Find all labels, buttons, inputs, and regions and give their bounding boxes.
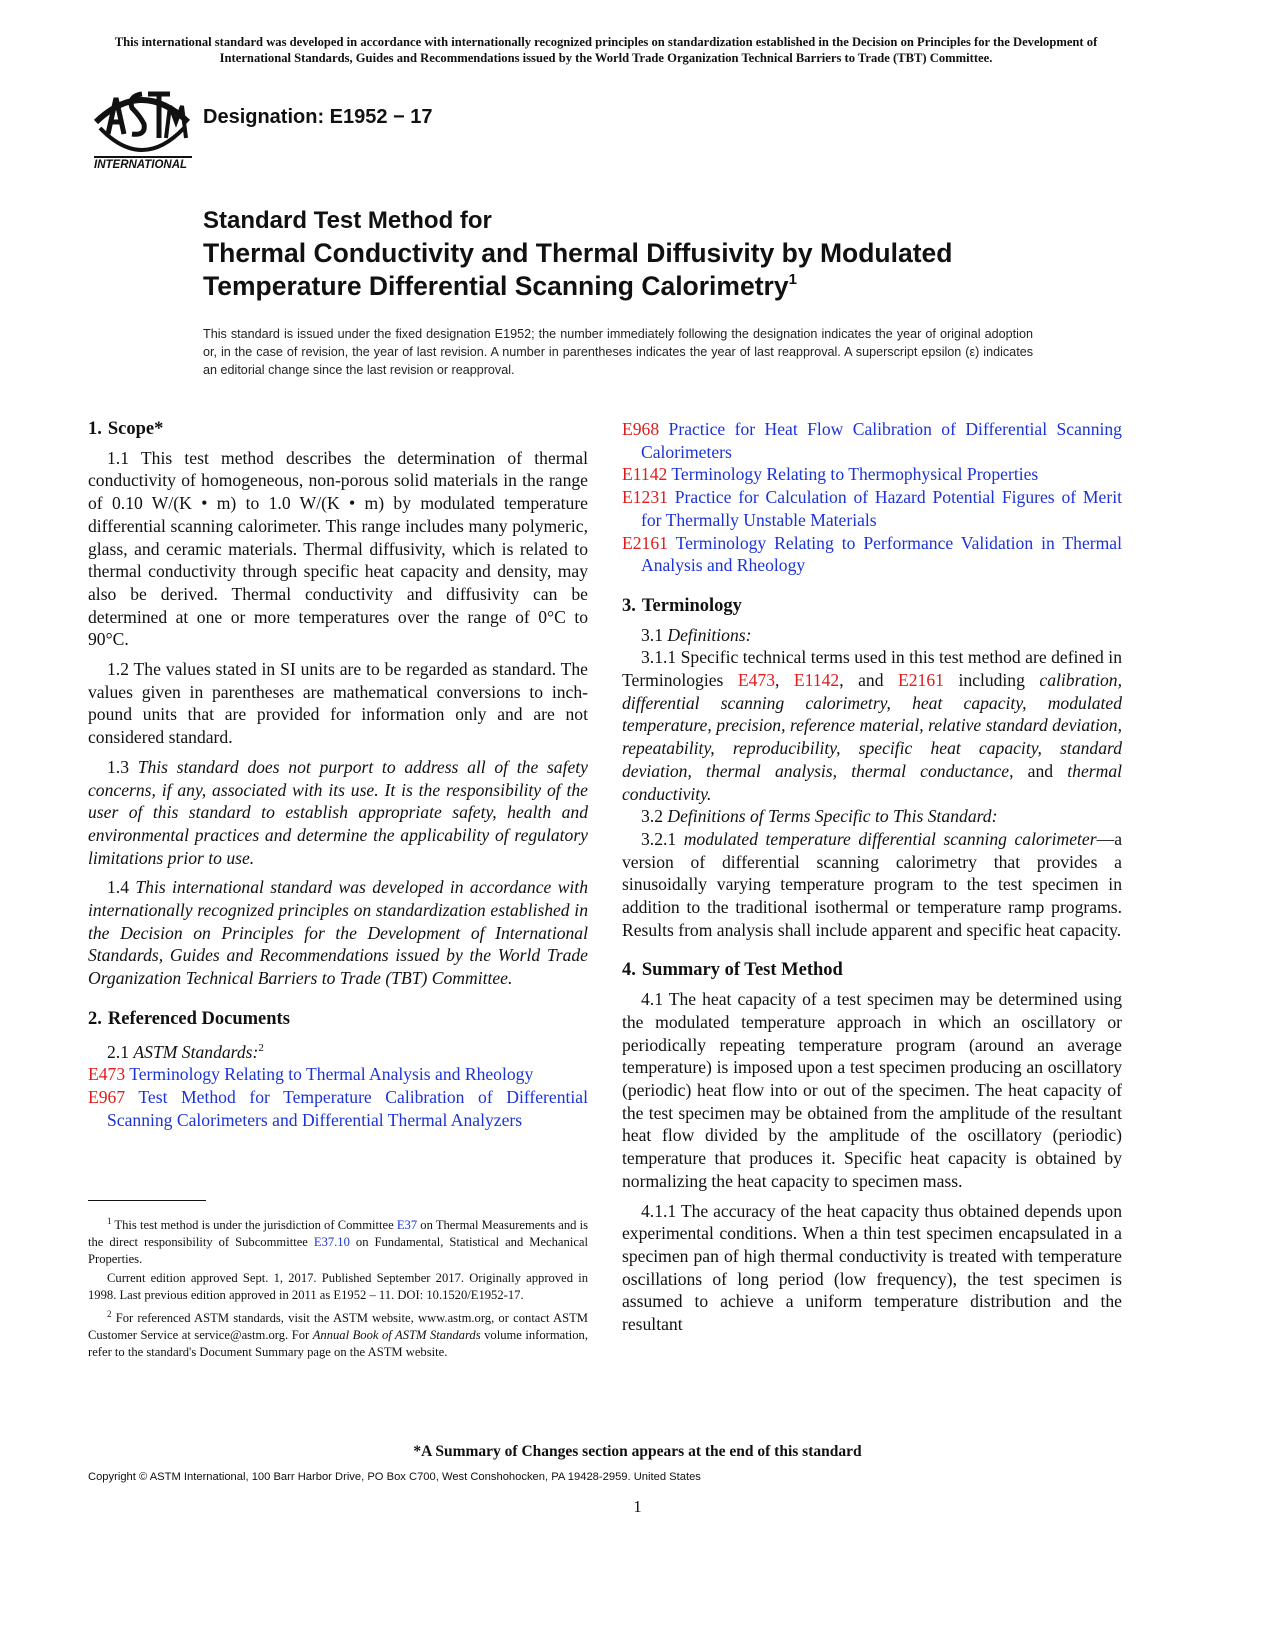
logo-text: INTERNATIONAL xyxy=(94,159,188,171)
footnote-edition: Current edition approved Sept. 1, 2017. Published September 2017. Originally approved in 1998. Last previous edition approved in 2011 as E1952 – 11. DOI: 10.1520/E1952-17. xyxy=(88,1271,588,1303)
paragraph-3-2: 3.2 Definitions of Terms Specific to This Standard: xyxy=(641,806,998,827)
title-line-1: Standard Test Method for xyxy=(203,207,492,234)
title-line-2: Thermal Conductivity and Thermal Diffusivity by Modulated xyxy=(203,238,953,268)
link-e2161[interactable]: E2161 xyxy=(898,670,944,691)
section-heading-referenced: 2. Referenced Documents xyxy=(88,1008,290,1029)
footnote-1: $^1$ This test method is under the jurisdiction of Committee E37 on Thermal Measurements and is the direct responsibility of Subcommittee E37.10 on Fundamental, Statistical and Mechanical Properties. xyxy=(88,1216,588,1267)
reference-e1142[interactable]: E1142 Terminology Relating to Thermophysical Properties xyxy=(622,464,1039,485)
paragraph-3-2-1: 3.2.1 modulated temperature differential scanning calorimeter—a version of differential scanning calorimetry that provides a sinusoidally varying temperature program to the test specimen in addition to the traditional isothermal or temperature ramp programs. Results from analysis shall include apparent and specific heat capacity. xyxy=(622,828,1122,940)
paragraph-4-1: 4.1 The heat capacity of a test specimen may be determined using the modulated temperature approach in which an oscillatory or periodically repeating temperature program (around an average temperature) is imposed upon a test specimen producing an oscillatory (periodic) heat flow into or out of the specimen. The heat capacity of the test specimen may be obtained from the amplitude of the resultant heat flow divided by the amplitude of the oscillatory (periodic) temperature that produces it. Specific heat capacity is obtained by normalizing the heat capacity to specimen mass. xyxy=(622,989,1122,1191)
astm-logo xyxy=(90,82,194,172)
title-line-3: Temperature Differential Scanning Calorimetry$^1$ xyxy=(203,271,797,301)
footnote-rule xyxy=(88,1200,206,1201)
reference-e968[interactable]: E968 Practice for Heat Flow Calibration of Differential Scanning Calorimeters xyxy=(622,419,1122,462)
link-e37-10[interactable]: E37.10 xyxy=(313,1235,350,1250)
paragraph-1-2: 1.2 The values stated in SI units are to be regarded as standard. The values given in parentheses are mathematical conversions to inch-pound units that are provided for information only and are not considered standard. xyxy=(88,659,588,748)
page-number: 1 xyxy=(633,1497,642,1516)
link-e37[interactable]: E37 xyxy=(396,1218,418,1233)
paragraph-3-1: 3.1 Definitions: xyxy=(641,624,752,645)
standards-notice: This international standard was developed in accordance with internationally recognized principles on standardization established in the Decision on Principles for the Development of International Standards, Guides and Recommendations issued by the World Trade Organization Technical Barriers to Trade (TBT) Committee. xyxy=(114,35,1098,65)
paragraph-2-1: 2.1 ASTM Standards:$^2$ xyxy=(107,1041,264,1062)
reference-e473[interactable]: E473 Terminology Relating to Thermal Analysis and Rheology xyxy=(88,1064,534,1085)
paragraph-4-1-1: 4.1.1 The accuracy of the heat capacity thus obtained depends upon experimental conditions. When a thin test specimen encapsulated in a specimen pan of high thermal conductivity is treated with temperature oscillations of long period (low frequency), the test specimen is assumed to achieve a uniform temperature distribution and the resultant xyxy=(622,1200,1122,1335)
paragraph-1-3: 1.3 This standard does not purport to address all of the safety concerns, if any, associated with its use. It is the responsibility of the user of this standard to establish appropriate safety, health and environmental practices and determine the applicability of regulatory limitations prior to use. xyxy=(88,756,588,868)
paragraph-1-1: 1.1 This test method describes the determination of thermal conductivity of homogeneous, non-porous solid materials in the range of 0.10 W/(K • m) to 1.0 W/(K • m) by modulated temperature differential scanning calorimeter. This range includes many polymeric, glass, and ceramic materials. Thermal diffusivity, which is related to thermal conductivity through specific heat capacity and density, may also be derived. Thermal conductivity and diffusivity can be determined at one or more temperatures over the range of 0°C to 90°C. xyxy=(88,447,588,650)
footnote-2: $^2$ For referenced ASTM standards, visit the ASTM website, www.astm.org, or contact ASTM Customer Service at service@astm.org. For Annual Book of ASTM Standards volume information, refer to the standard's Document Summary page on the ASTM website. xyxy=(88,1309,588,1360)
right-column xyxy=(622,418,1122,1336)
title-footnote-mark: 1 xyxy=(788,271,797,288)
copyright: Copyright © ASTM International, 100 Barr Harbor Drive, PO Box C700, West Conshohocken, PA 19428-2959. United States xyxy=(88,1471,701,1483)
link-e473[interactable]: E473 xyxy=(737,670,776,691)
link-e1142[interactable]: E1142 xyxy=(793,670,840,691)
document-title xyxy=(203,205,1103,303)
summary-of-changes-note: *A Summary of Changes section appears at the end of this standard xyxy=(413,1443,862,1460)
designation: Designation: E1952 − 17 xyxy=(203,106,433,128)
footnotes xyxy=(88,1213,588,1363)
left-column xyxy=(88,418,588,1131)
section-heading-summary: 4. Summary of Test Method xyxy=(622,960,843,981)
section-heading-terminology: 3. Terminology xyxy=(622,595,742,616)
reference-e967[interactable]: E967 Test Method for Temperature Calibration of Differential Scanning Calorimeters and Differential Thermal Analyzers xyxy=(88,1086,588,1130)
reference-e1231[interactable]: E1231 Practice for Calculation of Hazard Potential Figures of Merit for Thermally Unstable Materials xyxy=(622,487,1122,530)
paragraph-3-1-1: 3.1.1 Specific technical terms used in this test method are defined in Terminologies E473, E1142, and E2161 including calibration, differential scanning calorimetry, heat capacity, modulated temperature, precision, reference material, relative standard deviation, repeatability, reproducibility, specific heat capacity, standard deviation, thermal analysis, thermal conductance, and thermal conductivity. xyxy=(622,647,1123,804)
reference-e2161[interactable]: E2161 Terminology Relating to Performance Validation in Thermal Analysis and Rheology xyxy=(622,532,1122,576)
paragraph-1-4: 1.4 This international standard was developed in accordance with internationally recognized principles on standardization established in the Decision on Principles for the Development of International Standards, Guides and Recommendations issued by the World Trade Organization Technical Barriers to Trade (TBT) Committee. xyxy=(88,877,588,989)
section-heading-scope: 1. Scope* xyxy=(88,419,164,439)
issuance-statement: This standard is issued under the fixed designation E1952; the number immediately following the designation indicates the year of original adoption or, in the case of revision, the year of last revision. A number in parentheses indicates the year of last reapproval. A superscript epsilon (ε) indicates an editorial change since the last revision or reapproval. xyxy=(203,327,1033,377)
